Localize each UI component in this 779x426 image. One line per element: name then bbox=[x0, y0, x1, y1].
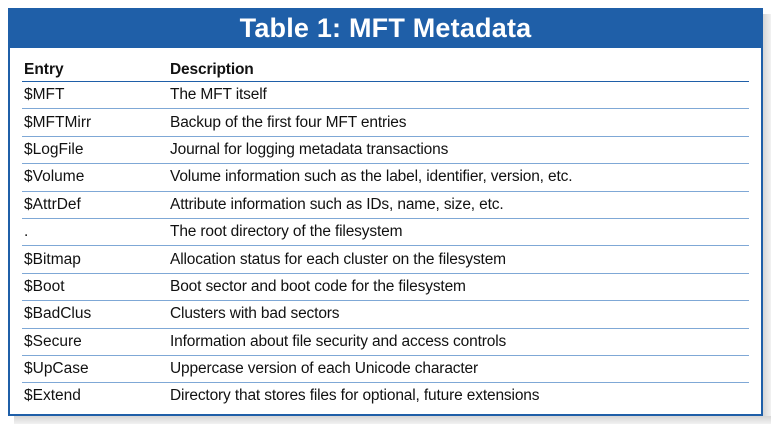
table-title: Table 1: MFT Metadata bbox=[10, 8, 761, 48]
table-row bbox=[22, 192, 749, 219]
description-cell: The root directory of the filesystem bbox=[170, 223, 403, 241]
drop-shadow-bottom bbox=[14, 416, 771, 424]
description-cell: Clusters with bad sectors bbox=[170, 305, 340, 323]
entry-cell: $LogFile bbox=[24, 140, 84, 158]
table-row bbox=[22, 329, 749, 356]
table-row bbox=[22, 301, 749, 328]
table-row bbox=[22, 164, 749, 191]
table-row bbox=[22, 246, 749, 273]
description-cell: Uppercase version of each Unicode character bbox=[170, 360, 479, 378]
table-row bbox=[22, 109, 749, 136]
entry-cell: $Volume bbox=[24, 168, 85, 186]
drop-shadow-right bbox=[763, 14, 771, 418]
table-frame bbox=[8, 8, 763, 416]
entry-cell: $MFT bbox=[24, 86, 65, 104]
description-cell: Attribute information such as IDs, name, size, etc. bbox=[170, 195, 504, 213]
table-row bbox=[22, 274, 749, 301]
header-entry: Entry bbox=[24, 61, 64, 78]
entry-cell: $Boot bbox=[24, 277, 65, 295]
header-description: Description bbox=[170, 61, 254, 78]
entry-cell: $MFTMirr bbox=[24, 113, 92, 131]
entry-cell: $Extend bbox=[24, 387, 81, 405]
entry-cell: $AttrDef bbox=[24, 195, 81, 213]
table-row bbox=[22, 383, 749, 409]
entry-cell: $BadClus bbox=[24, 305, 92, 323]
table-row bbox=[22, 356, 749, 383]
table-row bbox=[22, 82, 749, 109]
description-cell: Boot sector and boot code for the filesystem bbox=[170, 277, 466, 295]
description-cell: Information about file security and access controls bbox=[170, 332, 507, 350]
description-cell: Allocation status for each cluster on the filesystem bbox=[170, 250, 506, 268]
description-cell: Backup of the first four MFT entries bbox=[170, 113, 407, 131]
entry-cell: $UpCase bbox=[24, 360, 89, 378]
mft-metadata-table bbox=[22, 59, 749, 410]
description-cell: The MFT itself bbox=[170, 86, 267, 104]
description-cell: Directory that stores files for optional, future extensions bbox=[170, 387, 540, 405]
description-cell: Volume information such as the label, identifier, version, etc. bbox=[170, 168, 573, 186]
table-row bbox=[22, 219, 749, 246]
entry-cell: . bbox=[24, 223, 29, 241]
description-cell: Journal for logging metadata transactions bbox=[170, 140, 449, 158]
table-row bbox=[22, 137, 749, 164]
entry-cell: $Secure bbox=[24, 332, 82, 350]
table-header-row bbox=[22, 59, 749, 82]
entry-cell: $Bitmap bbox=[24, 250, 81, 268]
